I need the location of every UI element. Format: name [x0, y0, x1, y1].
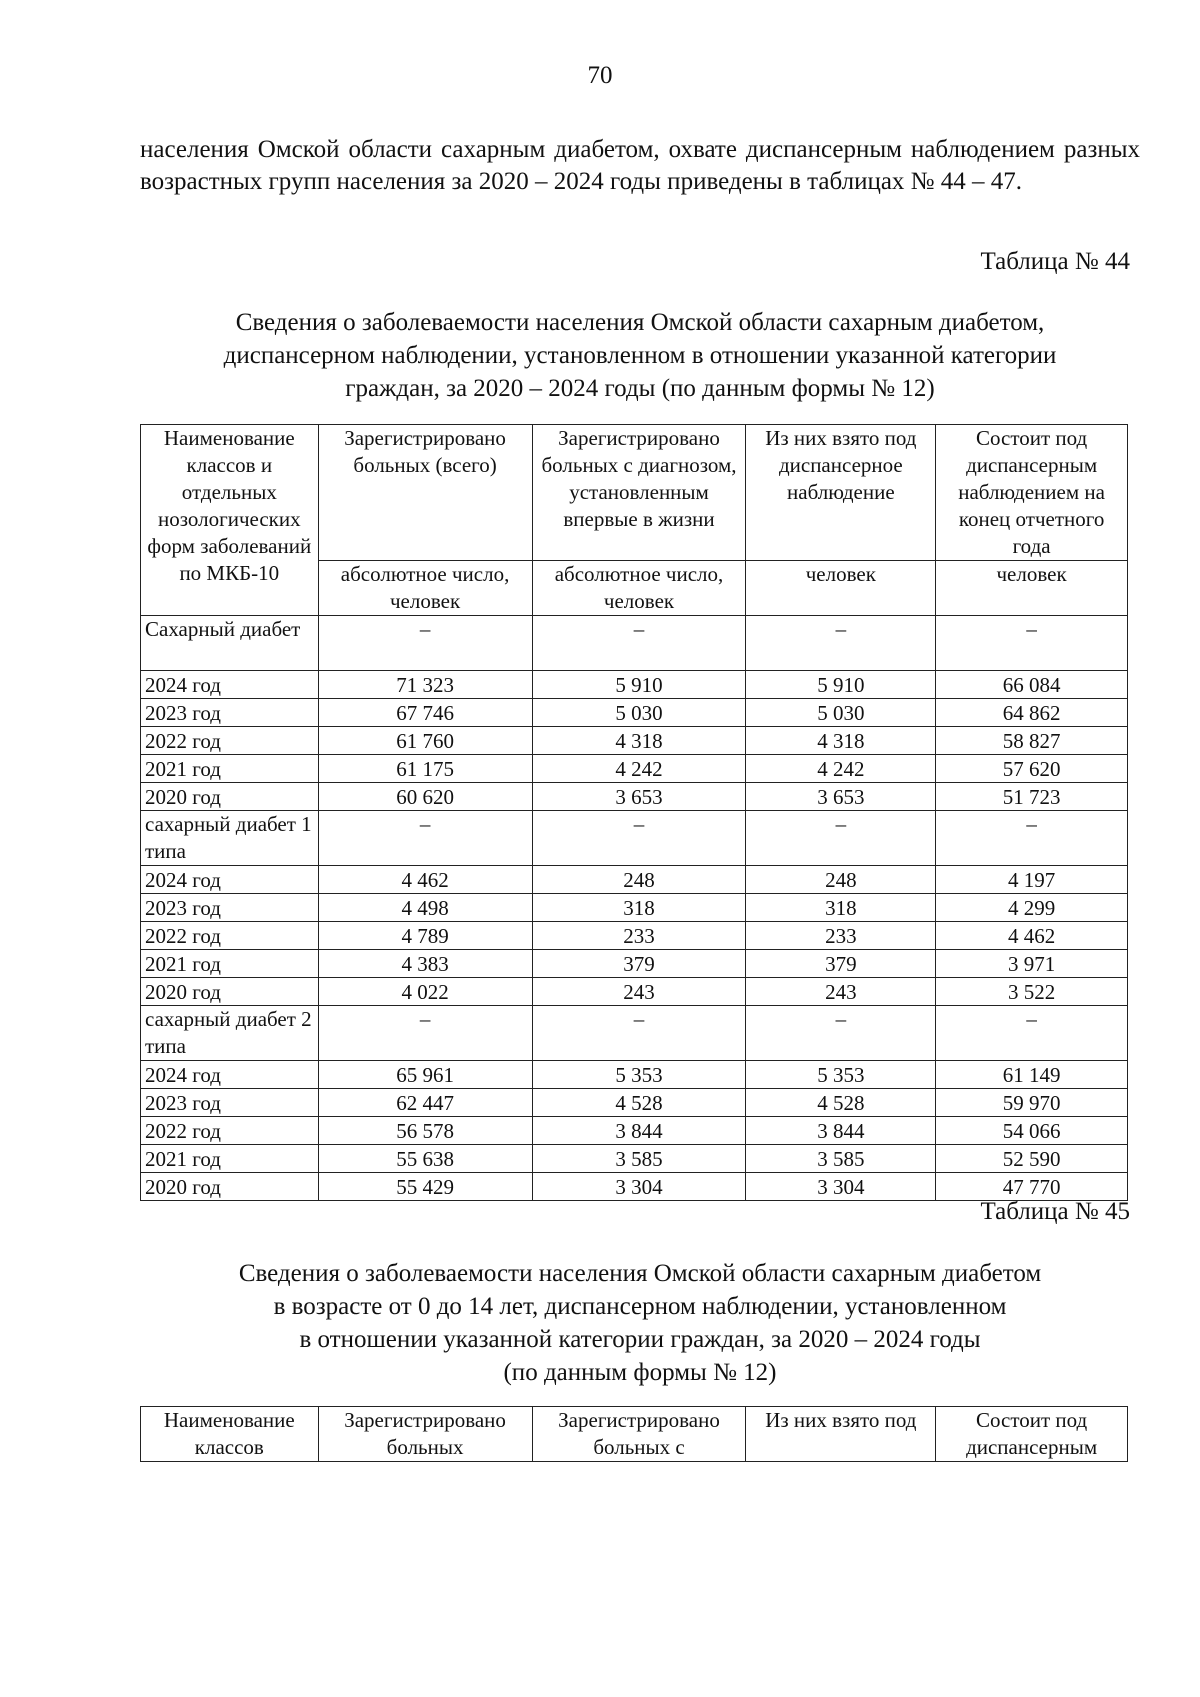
unit-cell: человек: [936, 561, 1128, 616]
year-cell: 2020 год: [141, 1173, 319, 1201]
value-cell: 4 498: [318, 894, 532, 922]
table-44-caption: Таблица № 44: [980, 248, 1130, 275]
table-row: [141, 894, 1128, 922]
group-row: [141, 1006, 1128, 1061]
table-44-title-line: граждан, за 2020 – 2024 годы (по данным формы № 12): [345, 375, 935, 402]
header-under-observation-end-year: Состоит под диспансерным: [936, 1407, 1128, 1462]
value-cell: 4 528: [746, 1089, 936, 1117]
value-cell: 3 304: [532, 1173, 746, 1201]
table-44-title: [140, 306, 1140, 405]
header-registered-total: Зарегистрировано больных: [318, 1407, 532, 1462]
empty-dash: –: [936, 811, 1128, 866]
value-cell: 56 578: [318, 1117, 532, 1145]
value-cell: 55 638: [318, 1145, 532, 1173]
value-cell: 67 746: [318, 699, 532, 727]
value-cell: 5 910: [746, 671, 936, 699]
year-cell: 2021 год: [141, 950, 319, 978]
value-cell: 3 844: [532, 1117, 746, 1145]
table-45-title-line: Сведения о заболеваемости населения Омской области сахарным диабетом: [238, 1260, 1042, 1287]
header-taken-under-observation: Из них взято под диспансерное наблюдение: [746, 425, 936, 561]
value-cell: 71 323: [318, 671, 532, 699]
table-44: [140, 424, 1128, 1201]
empty-dash: –: [532, 811, 746, 866]
table-44-title-line: диспансерном наблюдении, установленном в отношении указанной категории: [223, 342, 1057, 369]
table-row: [141, 1173, 1128, 1201]
header-registered-first-time: Зарегистрировано больных с диагнозом, установленным впервые в жизни: [532, 425, 746, 561]
value-cell: 5 030: [746, 699, 936, 727]
empty-dash: –: [746, 1006, 936, 1061]
table-44-title-line: Сведения о заболеваемости населения Омской области сахарным диабетом,: [235, 309, 1045, 336]
table-row: [141, 978, 1128, 1006]
year-cell: 2022 год: [141, 1117, 319, 1145]
group-row: [141, 811, 1128, 866]
value-cell: 243: [746, 978, 936, 1006]
table-45-title-line: в возрасте от 0 до 14 лет, диспансерном наблюдении, установленном: [273, 1293, 1007, 1320]
value-cell: 4 197: [936, 866, 1128, 894]
empty-dash: –: [746, 811, 936, 866]
year-cell: 2021 год: [141, 755, 319, 783]
empty-dash: –: [936, 616, 1128, 671]
table-row: [141, 1089, 1128, 1117]
value-cell: 66 084: [936, 671, 1128, 699]
header-taken-under-observation: Из них взято под: [746, 1407, 936, 1462]
year-cell: 2023 год: [141, 1089, 319, 1117]
value-cell: 58 827: [936, 727, 1128, 755]
header-registered-first-time: Зарегистрировано больных с: [532, 1407, 746, 1462]
group-name: сахарный диабет 1 типа: [141, 811, 319, 866]
empty-dash: –: [532, 1006, 746, 1061]
table-row: [141, 727, 1128, 755]
value-cell: 233: [746, 922, 936, 950]
value-cell: 55 429: [318, 1173, 532, 1201]
value-cell: 248: [532, 866, 746, 894]
value-cell: 4 242: [746, 755, 936, 783]
value-cell: 51 723: [936, 783, 1128, 811]
header-registered-total: Зарегистрировано больных (всего): [318, 425, 532, 561]
year-cell: 2020 год: [141, 978, 319, 1006]
value-cell: 318: [532, 894, 746, 922]
page-number: 70: [587, 62, 613, 89]
header-disease-class: Наименование классов: [141, 1407, 319, 1462]
year-cell: 2024 год: [141, 1061, 319, 1089]
value-cell: 4 383: [318, 950, 532, 978]
value-cell: 3 653: [746, 783, 936, 811]
intro-paragraph: населения Омской области сахарным диабетом, охвате диспансерным наблюдением разных возрастных групп населения за 2020 – 2024 годы приведены в таблицах № 44 – 47.: [140, 136, 1140, 195]
empty-dash: –: [746, 616, 936, 671]
value-cell: 5 353: [746, 1061, 936, 1089]
table-row: [141, 783, 1128, 811]
empty-dash: –: [318, 811, 532, 866]
value-cell: 248: [746, 866, 936, 894]
year-cell: 2022 год: [141, 922, 319, 950]
unit-cell: абсолютное число, человек: [532, 561, 746, 616]
value-cell: 57 620: [936, 755, 1128, 783]
table-45-title: [140, 1257, 1140, 1389]
table-45: [140, 1406, 1128, 1462]
value-cell: 64 862: [936, 699, 1128, 727]
value-cell: 62 447: [318, 1089, 532, 1117]
value-cell: 3 585: [746, 1145, 936, 1173]
table-row: [141, 1061, 1128, 1089]
empty-dash: –: [936, 1006, 1128, 1061]
value-cell: 5 910: [532, 671, 746, 699]
value-cell: 4 318: [532, 727, 746, 755]
value-cell: 54 066: [936, 1117, 1128, 1145]
value-cell: 379: [532, 950, 746, 978]
value-cell: 60 620: [318, 783, 532, 811]
value-cell: 4 528: [532, 1089, 746, 1117]
year-cell: 2024 год: [141, 671, 319, 699]
value-cell: 3 304: [746, 1173, 936, 1201]
empty-dash: –: [318, 1006, 532, 1061]
year-cell: 2023 год: [141, 894, 319, 922]
year-cell: 2020 год: [141, 783, 319, 811]
year-cell: 2022 год: [141, 727, 319, 755]
value-cell: 4 022: [318, 978, 532, 1006]
value-cell: 4 462: [936, 922, 1128, 950]
value-cell: 65 961: [318, 1061, 532, 1089]
value-cell: 318: [746, 894, 936, 922]
table-row: [141, 755, 1128, 783]
table-row: [141, 699, 1128, 727]
value-cell: 3 844: [746, 1117, 936, 1145]
table-row: [141, 866, 1128, 894]
table-row: [141, 922, 1128, 950]
value-cell: 4 789: [318, 922, 532, 950]
value-cell: 4 462: [318, 866, 532, 894]
year-cell: 2024 год: [141, 866, 319, 894]
value-cell: 3 522: [936, 978, 1128, 1006]
year-cell: 2023 год: [141, 699, 319, 727]
value-cell: 52 590: [936, 1145, 1128, 1173]
value-cell: 379: [746, 950, 936, 978]
value-cell: 61 760: [318, 727, 532, 755]
value-cell: 3 585: [532, 1145, 746, 1173]
header-disease-class: Наименование классов и отдельных нозологических форм заболеваний по МКБ-10: [141, 425, 319, 616]
table-44-body: [141, 616, 1128, 1201]
value-cell: 59 970: [936, 1089, 1128, 1117]
empty-dash: –: [318, 616, 532, 671]
value-cell: 4 318: [746, 727, 936, 755]
value-cell: 3 971: [936, 950, 1128, 978]
value-cell: 47 770: [936, 1173, 1128, 1201]
value-cell: 233: [532, 922, 746, 950]
table-row: [141, 671, 1128, 699]
table-45-caption: Таблица № 45: [980, 1198, 1130, 1225]
header-under-observation-end-year: Состоит под диспансерным наблюдением на конец отчетного года: [936, 425, 1128, 561]
empty-dash: –: [532, 616, 746, 671]
value-cell: 61 175: [318, 755, 532, 783]
table-row: [141, 1117, 1128, 1145]
table-45-title-line: (по данным формы № 12): [503, 1359, 777, 1386]
unit-cell: человек: [746, 561, 936, 616]
year-cell: 2021 год: [141, 1145, 319, 1173]
table-45-title-line: в отношении указанной категории граждан, за 2020 – 2024 годы: [299, 1326, 981, 1353]
value-cell: 4 299: [936, 894, 1128, 922]
unit-cell: абсолютное число, человек: [318, 561, 532, 616]
table-row: [141, 950, 1128, 978]
value-cell: 5 030: [532, 699, 746, 727]
group-row: [141, 616, 1128, 671]
group-name: Сахарный диабет: [141, 616, 319, 671]
table-row: [141, 1145, 1128, 1173]
value-cell: 4 242: [532, 755, 746, 783]
group-name: сахарный диабет 2 типа: [141, 1006, 319, 1061]
value-cell: 3 653: [532, 783, 746, 811]
value-cell: 243: [532, 978, 746, 1006]
value-cell: 5 353: [532, 1061, 746, 1089]
value-cell: 61 149: [936, 1061, 1128, 1089]
